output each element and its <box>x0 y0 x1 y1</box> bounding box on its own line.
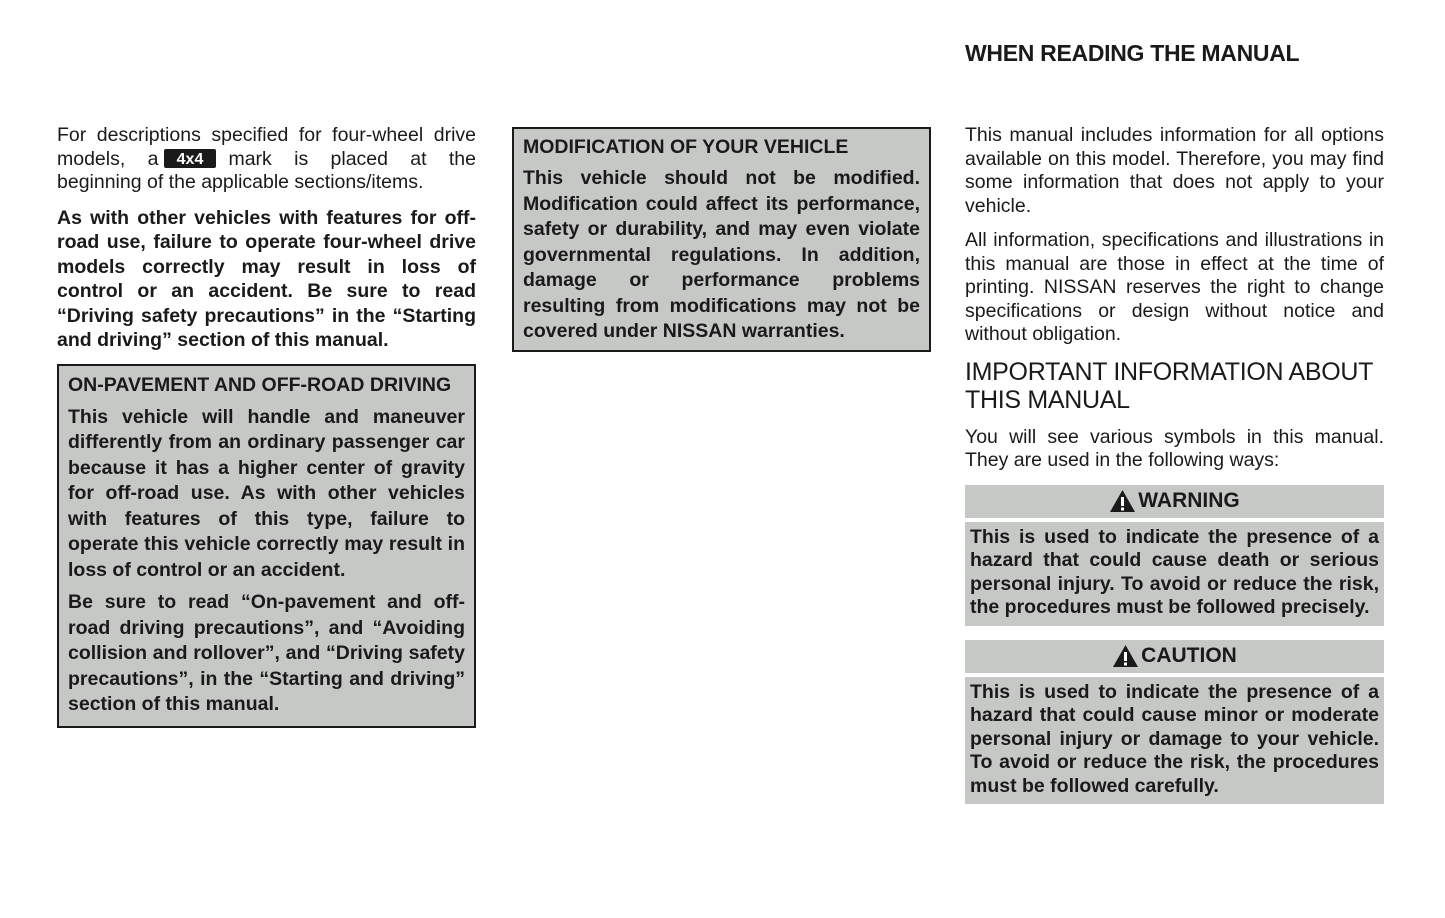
offroad-warning-text: As with other vehicles with features for off-road use, failure to operate four-wheel drive models correctly may result in loss of control or an accident. Be sure to read “Driving safety precautions” in the “Starting and driving” section of this manual. <box>57 206 476 351</box>
caution-header <box>965 640 1384 673</box>
middle-column <box>512 127 931 352</box>
on-pavement-box-title: ON-PAVEMENT AND OFF-ROAD DRIVING <box>68 373 452 396</box>
options-paragraph: This manual includes information for all options available on this model. Therefore, you may find some information that does not apply to your vehicle. <box>965 124 1384 217</box>
four-wheel-intro <box>57 124 476 195</box>
4x4-mark-icon <box>164 149 216 168</box>
modification-box-text: This vehicle should not be modified. Modification could affect its performance, safety or durability, and may even violate governmental regulations. In addition, damage or performance problems resulting from modifications may not be covered under NISSAN warranties. <box>523 167 920 342</box>
on-pavement-box <box>57 364 476 728</box>
warning-triangle-icon <box>1109 489 1136 513</box>
warning-label: WARNING <box>1138 489 1240 512</box>
4x4-mark-label: 4x4 <box>177 150 204 168</box>
specifications-paragraph: All information, specifications and illustrations in this manual are those in effect at the time of printing. NISSAN reserves the right to change specifications or design without notice and without obligation. <box>965 229 1384 345</box>
caution-label: CAUTION <box>1141 644 1237 667</box>
on-pavement-box-p2: Be sure to read “On-pavement and off-road driving precautions”, and “Avoiding collision and rollover”, and “Driving safety precautions”, in the “Starting and driving” section of this manual. <box>68 591 465 715</box>
caution-text: This is used to indicate the presence of a hazard that could cause minor or moderate personal injury or damage to your vehicle. To avoid or reduce the risk, the procedures must be followed carefully. <box>965 677 1384 805</box>
modification-box <box>512 127 931 352</box>
section-title: IMPORTANT INFORMATION ABOUT THIS MANUAL <box>965 357 1373 414</box>
intro-text-start: For descriptions specified for four-wheel drive models, a <box>57 124 476 170</box>
caution-triangle-icon <box>1112 644 1139 668</box>
left-column <box>57 124 476 728</box>
modification-box-title: MODIFICATION OF YOUR VEHICLE <box>523 136 849 158</box>
symbols-intro: You will see various symbols in this manual. They are used in the following ways: <box>965 425 1384 471</box>
warning-header <box>965 485 1384 518</box>
page-header: WHEN READING THE MANUAL <box>965 40 1300 66</box>
right-column <box>965 124 1384 804</box>
on-pavement-box-p1: This vehicle will handle and maneuver differently from an ordinary passenger car because it has a higher center of gravity for off-road use. As with other vehicles with features of this type, failure to operate this vehicle correctly may result in loss of control or an accident. <box>68 405 465 581</box>
intro-text-end: mark is placed at the beginning of the applicable sections/items. <box>57 147 476 193</box>
warning-text: This is used to indicate the presence of a hazard that could cause death or serious personal injury. To avoid or reduce the risk, the procedures must be followed precisely. <box>965 522 1384 626</box>
